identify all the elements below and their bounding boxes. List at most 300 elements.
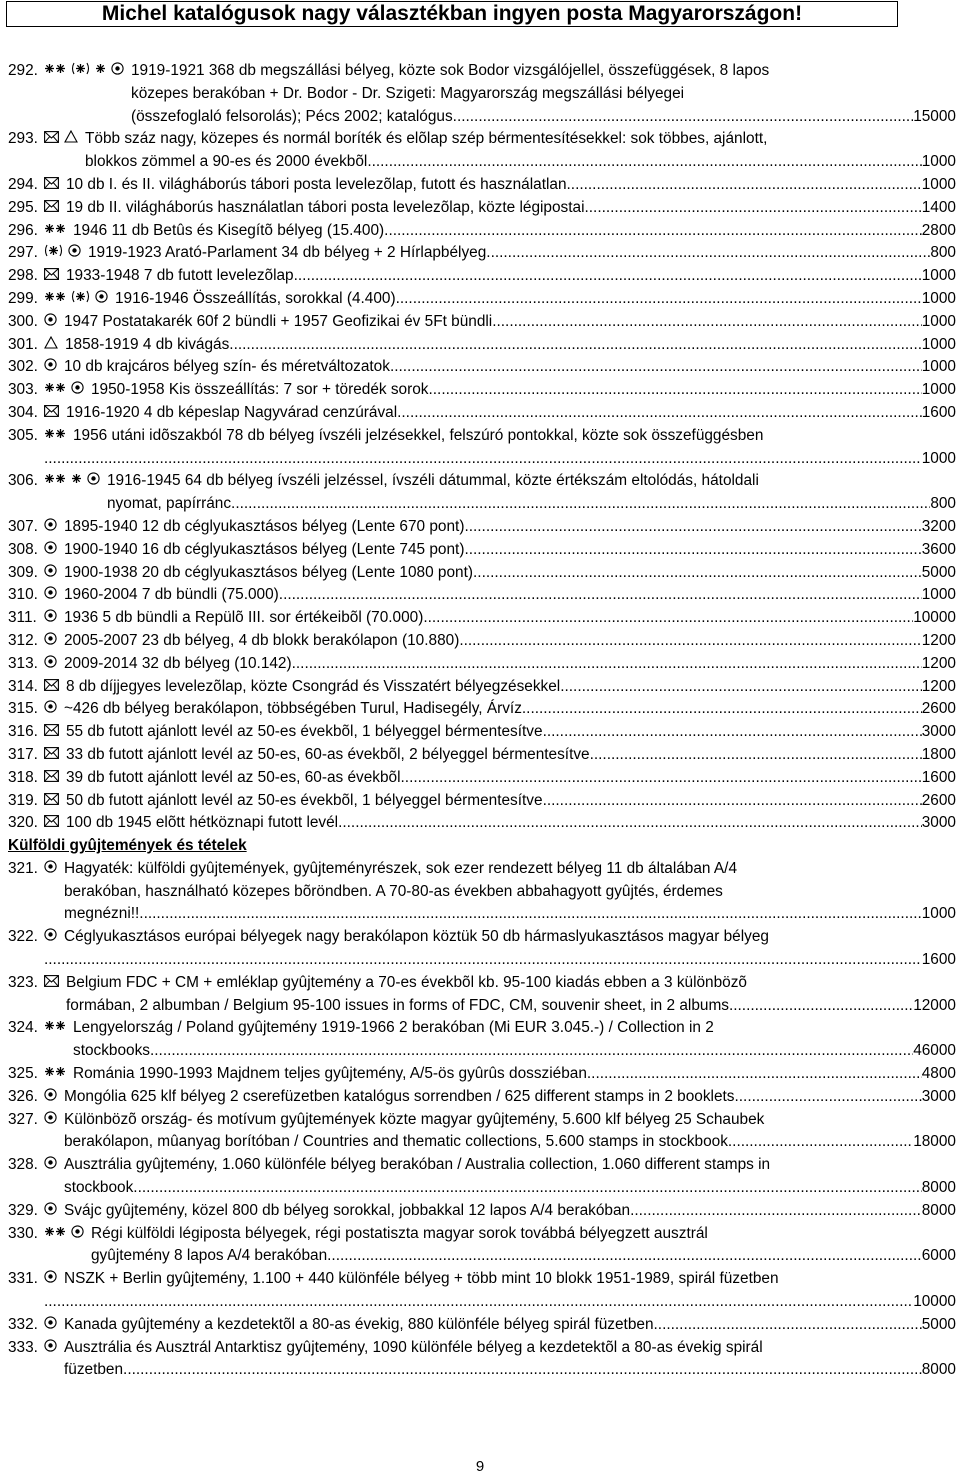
- used-icon: [68, 242, 81, 265]
- leader-dots: [44, 448, 922, 471]
- lot-description-line: 1916-1920 4 db képeslap Nagyvárad cenzúrával: [66, 403, 398, 421]
- lot-description: [64, 1337, 956, 1383]
- condition-icons: [44, 242, 86, 265]
- lot-description-line: 1900-1940 16 db céglyukasztásos bélyeg (Lente 745 pont): [64, 540, 465, 558]
- used-icon: [44, 311, 57, 334]
- lot-description: [115, 288, 956, 311]
- lot-number: 311.: [8, 609, 37, 627]
- lot-description-line: ~426 db bélyeg berakólapon, többségében Turul, Hadisegély, Árvíz: [64, 700, 522, 718]
- lot-number: 309.: [8, 563, 38, 581]
- condition-icons: [44, 653, 62, 676]
- lot-number: 332.: [8, 1315, 38, 1333]
- lot-description: [64, 539, 956, 562]
- lot-description-line: 19 db II. világháborús használatlan tábori posta levelezõlap, közte légipostai: [66, 198, 585, 216]
- lot-description-line: 10 db krajcáros bélyeg szín- és méretváltozatok: [64, 358, 390, 376]
- used-icon: [44, 584, 57, 607]
- lot-price: 8000: [921, 1179, 956, 1197]
- condition-icons: [44, 721, 64, 744]
- condition-icons: [44, 356, 62, 379]
- lot-description: [91, 379, 956, 402]
- lot-price: 1200: [921, 631, 956, 649]
- lot-price: 1000: [921, 381, 956, 399]
- leader-dots: [728, 1131, 913, 1154]
- lot-description-line: 1956 utáni idõszakból 78 db bélyeg ívszéli jelzésekkel, felszúró pontokkal, közte sok összefüggésben: [73, 426, 764, 444]
- mint-nh-icon: [44, 1063, 66, 1086]
- leader-dots: [590, 744, 922, 767]
- lot-price: 3600: [921, 540, 956, 558]
- leader-dots: [585, 197, 922, 220]
- lot-item: [8, 288, 956, 311]
- lot-number: 310.: [8, 586, 38, 604]
- mint-hinged-icon: [71, 60, 90, 83]
- mint-nh-icon: [44, 425, 66, 448]
- leader-dots: [587, 1063, 922, 1086]
- lot-description-line: stockbooks: [73, 1042, 150, 1060]
- cutout-icon: [44, 334, 58, 357]
- lot-number: 305.: [8, 426, 38, 444]
- condition-icons: [44, 1200, 62, 1223]
- lot-number: 297.: [8, 244, 38, 262]
- lot-description-line: blokkos zömmel a 90-es és 2000 évekbõl: [85, 153, 368, 171]
- lot-description: [64, 1086, 956, 1109]
- condition-icons: [44, 1223, 89, 1246]
- lot-description: [66, 972, 956, 1018]
- lot-item: [8, 1154, 956, 1200]
- leader-dots: [139, 903, 921, 926]
- lot-description-line: (összefoglaló felsorolás); Pécs 2002; katalógus: [131, 107, 453, 125]
- cover-icon: [44, 265, 59, 288]
- lot-description: [66, 197, 956, 220]
- lot-number: 316.: [8, 723, 38, 741]
- leader-dots: [292, 653, 922, 676]
- lot-description: [64, 858, 956, 926]
- lot-price: 1000: [921, 358, 956, 376]
- lot-price: 1600: [921, 951, 956, 969]
- used-icon: [44, 516, 57, 539]
- lot-price: 3000: [921, 1087, 956, 1105]
- page-number: 9: [475, 1458, 485, 1475]
- lot-description: [64, 1154, 956, 1200]
- lot-number: 307.: [8, 517, 38, 535]
- lot-description: [66, 676, 956, 699]
- lot-price: 12000: [913, 996, 956, 1014]
- condition-icons: [44, 128, 83, 151]
- lot-price: 46000: [913, 1042, 956, 1060]
- lot-price: 10000: [913, 609, 956, 627]
- lot-item: [8, 425, 956, 471]
- leader-dots: [492, 311, 922, 334]
- section-heading: Külföldi gyûjtemények és tételek: [8, 837, 247, 855]
- leader-dots: [229, 334, 921, 357]
- lot-price: 1000: [921, 586, 956, 604]
- lot-item: [8, 539, 956, 562]
- lot-description-line: Románia 1990-1993 Majdnem teljes gyûjtemény, A/5-ös gyûrûs dossziéban: [73, 1065, 587, 1083]
- lot-item: [8, 1223, 956, 1269]
- lot-number: 325.: [8, 1065, 38, 1083]
- lot-number: 301.: [8, 335, 38, 353]
- lot-item: [8, 607, 956, 630]
- lot-description: [64, 653, 956, 676]
- condition-icons: [44, 630, 62, 653]
- condition-icons: [44, 584, 62, 607]
- lot-number: 292.: [8, 62, 38, 79]
- used-icon: [44, 630, 57, 653]
- leader-dots: [522, 698, 922, 721]
- leader-dots: [630, 1200, 922, 1223]
- condition-icons: [44, 1337, 62, 1360]
- leader-dots: [543, 790, 922, 813]
- lot-description-line: 39 db futott ajánlott levél az 50-es, 60-as évekbõl: [66, 768, 401, 786]
- lot-item: [8, 1200, 956, 1223]
- lot-description-line: gyûjtemény 8 lapos A/4 berakóban: [91, 1247, 328, 1265]
- lot-price: 15000: [913, 107, 956, 125]
- lot-description: [107, 470, 956, 516]
- lot-description-line: Ausztrália és Ausztrál Antarktisz gyûjtemény, 1090 különféle bélyeg a kezdetektõl a 80-as évekig spirál: [64, 1338, 763, 1356]
- lot-description: [64, 562, 956, 585]
- lot-description: [66, 812, 956, 835]
- lot-number: 323.: [8, 973, 38, 991]
- condition-icons: [44, 1109, 62, 1132]
- lot-number: 326.: [8, 1087, 38, 1105]
- lot-item: [8, 744, 956, 767]
- lot-item: [8, 470, 956, 516]
- used-icon: [44, 1314, 57, 1337]
- condition-icons: [44, 744, 64, 767]
- lot-price: 5000: [921, 1315, 956, 1333]
- lot-number: 327.: [8, 1110, 38, 1128]
- leader-dots: [44, 949, 922, 972]
- condition-icons: [44, 1063, 71, 1086]
- lot-price: 4800: [921, 1065, 956, 1083]
- lot-description-line: stockbook: [64, 1179, 134, 1197]
- lot-price: 2600: [921, 791, 956, 809]
- lot-number: 312.: [8, 631, 38, 649]
- lot-description-line: 2005-2007 23 db bélyeg, 4 db blokk berakólapon (10.880): [64, 631, 460, 649]
- cover-icon: [44, 790, 59, 813]
- lot-item: [8, 972, 956, 1018]
- leader-dots: [384, 220, 922, 243]
- lot-description-line: Mongólia 625 klf bélyeg 2 cserefüzetben katalógus sorrendben / 625 different stamps in 2 booklets: [64, 1087, 735, 1105]
- condition-icons: [44, 539, 62, 562]
- lot-description-line: Belgium FDC + CM + emléklap gyûjtemény a 70-es évekbõl kb. 95-100 kiadás ebben a 3 különbözõ: [66, 973, 747, 991]
- lot-item: [8, 60, 956, 128]
- lot-price: 2600: [921, 700, 956, 718]
- lot-description: [66, 265, 956, 288]
- lot-description: [88, 242, 956, 265]
- lot-number: 329.: [8, 1201, 38, 1219]
- lot-number: 320.: [8, 814, 38, 832]
- lot-list: [8, 60, 956, 1382]
- leader-dots: [123, 1359, 922, 1382]
- lot-description-line: 2009-2014 32 db bélyeg (10.142): [64, 654, 292, 672]
- cover-icon: [44, 721, 59, 744]
- lot-description: [64, 630, 956, 653]
- used-icon: [44, 1086, 57, 1109]
- lot-description-line: 33 db futott ajánlott levél az 50-es, 60-as évekbõl, 2 bélyeggel bérmentesítve: [66, 745, 590, 763]
- lot-number: 331.: [8, 1270, 38, 1288]
- lot-item: [8, 858, 956, 926]
- lot-description: [64, 698, 956, 721]
- lot-description: [66, 767, 956, 790]
- used-icon: [44, 1200, 57, 1223]
- lot-description: [64, 1314, 956, 1337]
- lot-number: 319.: [8, 791, 38, 809]
- leader-dots: [150, 1040, 913, 1063]
- cover-icon: [44, 972, 59, 995]
- cover-icon: [44, 812, 59, 835]
- lot-description-line: 1919-1921 368 db megszállási bélyeg, közte sok Bodor vizsgálójellel, összefüggések, 8 lapos: [131, 62, 770, 79]
- lot-description-line: 1950-1958 Kis összeállítás: 7 sor + töredék sorok: [91, 381, 429, 399]
- lot-description: [73, 220, 956, 243]
- used-icon: [44, 356, 57, 379]
- mint-hinged-icon: [44, 242, 63, 265]
- condition-icons: [44, 425, 71, 448]
- lot-number: 313.: [8, 654, 38, 672]
- lot-price: 5000: [921, 563, 956, 581]
- condition-icons: [44, 220, 71, 243]
- leader-dots: [397, 402, 922, 425]
- lot-price: 1000: [921, 175, 956, 193]
- condition-icons: [44, 1268, 62, 1291]
- lot-price: 1600: [921, 768, 956, 786]
- lot-item: [8, 721, 956, 744]
- lot-description-line: 55 db futott ajánlott levél az 50-es évekbõl, 1 bélyeggel bérmentesítve: [66, 723, 543, 741]
- condition-icons: [44, 379, 89, 402]
- lot-item: [8, 265, 956, 288]
- leader-dots: [133, 1177, 921, 1200]
- lot-description: [85, 128, 956, 174]
- lot-price: 6000: [921, 1247, 956, 1265]
- lot-description-line: Több száz nagy, közepes és normál boríték és elõlap szép bérmentesítésekkel: sok többes, ajánlott,: [85, 130, 768, 148]
- condition-icons: [44, 790, 64, 813]
- lot-description: [73, 1063, 956, 1086]
- lot-number: 318.: [8, 768, 38, 786]
- lot-number: 314.: [8, 677, 38, 695]
- lot-number: 333.: [8, 1338, 38, 1356]
- condition-icons: [44, 858, 62, 881]
- condition-icons: [44, 334, 63, 357]
- leader-dots: [429, 379, 922, 402]
- condition-icons: [44, 812, 64, 835]
- lot-description-line: megnézni!!: [64, 905, 140, 923]
- lot-number: 300.: [8, 312, 38, 330]
- leader-dots: [390, 356, 922, 379]
- cover-icon: [44, 767, 59, 790]
- mint-nh-icon: [44, 60, 66, 83]
- lot-description: [64, 1200, 956, 1223]
- condition-icons: [44, 197, 64, 220]
- lot-description: [131, 60, 956, 128]
- lot-item: [8, 1017, 956, 1063]
- lot-item: [8, 174, 956, 197]
- condition-icons: [44, 1314, 62, 1337]
- cover-icon: [44, 128, 59, 151]
- lot-description-line: 1946 11 db Betûs és Kisegítõ bélyeg (15.400): [73, 221, 385, 239]
- condition-icons: [44, 402, 64, 425]
- lot-number: 324.: [8, 1019, 38, 1037]
- lot-price: 1600: [921, 403, 956, 421]
- lot-price: 1000: [921, 289, 956, 307]
- leader-dots: [567, 174, 922, 197]
- lot-description-line: közepes berakóban + Dr. Bodor - Dr. Szigeti: Magyarország megszállási bélyegei: [131, 84, 685, 102]
- leader-dots: [401, 767, 922, 790]
- condition-icons: [44, 562, 62, 585]
- leader-dots: [423, 607, 913, 630]
- lot-price: 2800: [921, 221, 956, 239]
- leader-dots: [464, 539, 921, 562]
- used-icon: [87, 470, 100, 493]
- lot-item: [8, 562, 956, 585]
- condition-icons: [44, 1086, 62, 1109]
- lot-description: [73, 1017, 956, 1063]
- condition-icons: [44, 1017, 71, 1040]
- lot-description-line: nyomat, papírránc: [107, 495, 232, 513]
- lot-item: [8, 698, 956, 721]
- lot-description: [64, 1268, 956, 1314]
- leader-dots: [464, 516, 921, 539]
- used-icon: [44, 653, 57, 676]
- leader-dots: [294, 265, 922, 288]
- lot-description: [66, 174, 956, 197]
- lot-item: [8, 676, 956, 699]
- lot-description-line: 1936 5 db bündli a Repülõ III. sor értékeibõl (70.000): [64, 609, 424, 627]
- condition-icons: [44, 174, 64, 197]
- condition-icons: [44, 767, 64, 790]
- used-icon: [44, 1337, 57, 1360]
- lot-description: [64, 311, 956, 334]
- lot-description: [66, 402, 956, 425]
- condition-icons: [44, 311, 62, 334]
- lot-description-line: 8 db díjjegyes levelezõlap, közte Csongrád és Visszatért bélyegzésekkel: [66, 677, 561, 695]
- lot-description-line: Kanada gyûjtemény a kezdetektõl a 80-as évekig, 880 különféle bélyeg spirál füzetben: [64, 1315, 654, 1333]
- used-icon: [44, 698, 57, 721]
- lot-number: 308.: [8, 540, 38, 558]
- lot-description-line: 1919-1923 Arató-Parlament 34 db bélyeg + 2 Hírlapbélyeg: [88, 244, 487, 262]
- leader-dots: [453, 106, 914, 129]
- used-icon: [44, 1268, 57, 1291]
- lot-price: 3200: [921, 517, 956, 535]
- condition-icons: [44, 60, 129, 83]
- lot-description-line: 1858-1919 4 db kivágás: [65, 335, 230, 353]
- mint-nh-icon: [44, 288, 66, 311]
- condition-icons: [44, 607, 62, 630]
- leader-dots: [654, 1314, 922, 1337]
- lot-description: [73, 425, 956, 471]
- lot-number: 303.: [8, 381, 38, 399]
- mint-nh-icon: [44, 220, 66, 243]
- lot-description: [66, 721, 956, 744]
- cutout-icon: [64, 128, 78, 151]
- lot-description: [64, 1109, 956, 1155]
- lot-item: [8, 767, 956, 790]
- leader-dots: [327, 1245, 922, 1268]
- lot-item: [8, 379, 956, 402]
- lot-item: [8, 926, 956, 972]
- lot-description: [64, 584, 956, 607]
- lot-item: [8, 311, 956, 334]
- leader-dots: [231, 493, 930, 516]
- lot-number: 317.: [8, 745, 38, 763]
- cover-icon: [44, 197, 59, 220]
- lot-number: 294.: [8, 175, 38, 193]
- lot-description-line: Céglyukasztásos európai bélyegek nagy berakólapon köztük 50 db hármaslyukasztásos magyar bélyeg: [64, 928, 769, 946]
- promo-banner: Michel katalógusok nagy választékban ingyen posta Magyarországon!: [6, 1, 898, 27]
- lot-item: [8, 1109, 956, 1155]
- lot-number: 322.: [8, 928, 38, 946]
- leader-dots: [729, 995, 913, 1018]
- lot-description-line: Régi külföldi légiposta bélyegek, régi postatiszta magyar sorok továbbá bélyegzett ausztrál: [91, 1224, 708, 1242]
- lot-item: [8, 197, 956, 220]
- cover-icon: [44, 744, 59, 767]
- cover-icon: [44, 174, 59, 197]
- lot-number: 299.: [8, 289, 38, 307]
- used-icon: [71, 1223, 84, 1246]
- condition-icons: [44, 288, 113, 311]
- leader-dots: [543, 721, 922, 744]
- used-icon: [44, 926, 57, 949]
- lot-description: [64, 516, 956, 539]
- cover-icon: [44, 402, 59, 425]
- leader-dots: [560, 676, 922, 699]
- lot-price: 3000: [921, 814, 956, 832]
- used-icon: [44, 858, 57, 881]
- mint-nh-icon: [44, 470, 66, 493]
- mint-nh-icon: [44, 1223, 66, 1246]
- lot-price: 18000: [913, 1133, 956, 1151]
- lot-item: [8, 584, 956, 607]
- lot-description-line: Ausztrália gyûjtemény, 1.060 különféle bélyeg berakóban / Australia collection, 1.060 different stamps in: [64, 1156, 771, 1174]
- lot-price: 1200: [921, 654, 956, 672]
- leader-dots: [338, 812, 922, 835]
- lot-description-line: 50 db futott ajánlott levél az 50-es évekbõl, 1 bélyeggel bérmentesítve: [66, 791, 543, 809]
- used-icon: [71, 379, 84, 402]
- lot-number: 330.: [8, 1224, 38, 1242]
- lot-number: 295.: [8, 198, 38, 216]
- lot-item: [8, 1268, 956, 1314]
- lot-description-line: 1916-1945 64 db bélyeg ívszéli jelzéssel, ívszéli dátummal, közte értékszám eltolódás, hátoldali: [107, 472, 759, 490]
- lot-description-line: NSZK + Berlin gyûjtemény, 1.100 + 440 különféle bélyeg + több mint 10 blokk 1951-1989, spirál füzetben: [64, 1270, 779, 1288]
- lot-item: [8, 790, 956, 813]
- lot-price: 10000: [913, 1293, 956, 1311]
- lot-price: 1200: [921, 677, 956, 695]
- leader-dots: [486, 242, 930, 265]
- leader-dots: [396, 288, 922, 311]
- used-icon: [44, 1109, 57, 1132]
- lot-price: 8000: [921, 1201, 956, 1219]
- lot-item: [8, 1337, 956, 1383]
- lot-description-line: 10 db I. és II. világháborús tábori posta levelezõlap, futott és használatlan: [66, 175, 567, 193]
- leader-dots: [735, 1086, 922, 1109]
- lot-description-line: 100 db 1945 elõtt hétköznapi futott levél: [66, 814, 339, 832]
- hinged-icon: [95, 60, 106, 83]
- lot-description-line: Lengyelország / Poland gyûjtemény 1919-1966 2 berakóban (Mi EUR 3.045.-) / Collection in 2: [73, 1019, 714, 1037]
- mint-hinged-icon: [71, 288, 90, 311]
- lot-price: 1800: [921, 745, 956, 763]
- lot-item: [8, 356, 956, 379]
- lot-item: [8, 1086, 956, 1109]
- lot-number: 328.: [8, 1156, 38, 1174]
- lot-description-line: Hagyaték: külföldi gyûjtemények, gyûjteményrészek, sok ezer rendezett bélyeg 11 db általában A/4: [64, 859, 738, 877]
- lot-description-line: berakóban, használható közepes bõröndben. A 70-80-as években abbahagyott gyûjtés, érdemes: [64, 882, 723, 900]
- lot-number: 302.: [8, 358, 38, 376]
- lot-description-line: Svájc gyûjtemény, közel 800 db bélyeg sorokkal, jobbakkal 12 lapos A/4 berakóban: [64, 1201, 631, 1219]
- hinged-icon: [71, 470, 82, 493]
- lot-description: [64, 926, 956, 972]
- condition-icons: [44, 470, 105, 493]
- lot-description: [64, 356, 956, 379]
- used-icon: [44, 539, 57, 562]
- lot-description: [65, 334, 956, 357]
